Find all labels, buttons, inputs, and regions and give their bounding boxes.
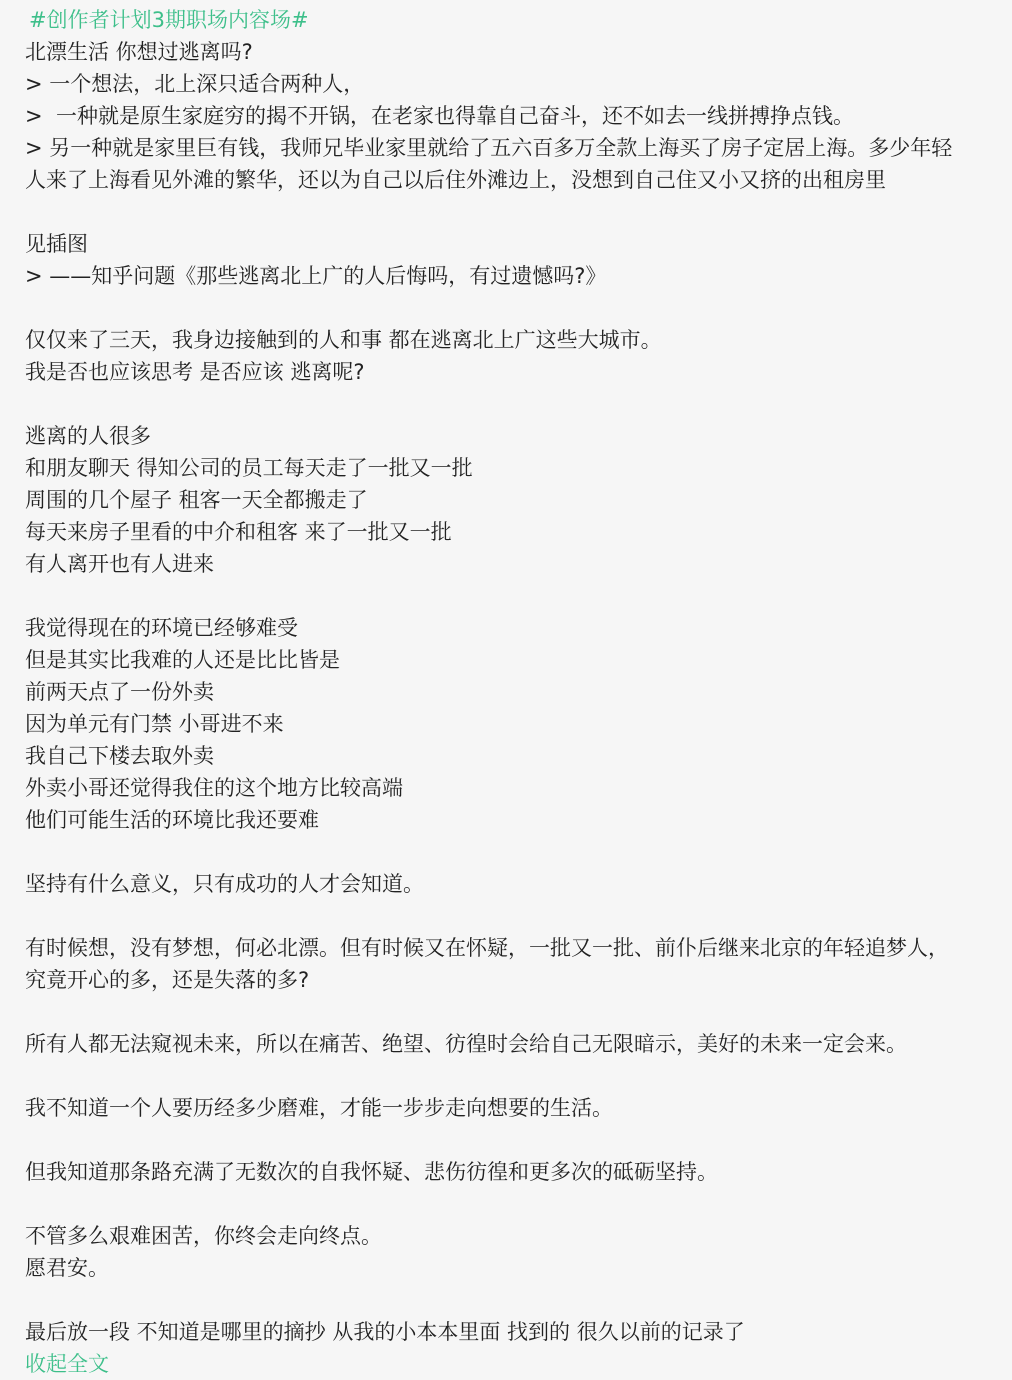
post-text-line: 见插图	[25, 232, 88, 256]
post-text-line: 逃离的人很多	[25, 424, 151, 448]
post-text-line: 我自己下楼去取外卖	[25, 744, 214, 768]
post-text-line: > 一种就是原生家庭穷的揭不开锅，在老家也得靠自己奋斗，还不如去一线拼搏挣点钱。	[25, 104, 854, 128]
post-content	[25, 4, 1010, 1380]
post-text-line: 我是否也应该思考 是否应该 逃离呢?	[25, 360, 365, 384]
post-text-line: 每天来房子里看的中介和租客 来了一批又一批	[25, 520, 452, 544]
post-text-line: > 一个想法，北上深只适合两种人，	[25, 72, 365, 96]
post-text-line: 愿君安。	[25, 1256, 109, 1280]
post-text-line: 有时候想，没有梦想，何必北漂。但有时候又在怀疑，一批又一批、前仆后继来北京的年轻追梦人，	[25, 936, 949, 960]
post-text-line: 前两天点了一份外卖	[25, 680, 214, 704]
post-text-line: 北漂生活 你想过逃离吗?	[25, 40, 253, 64]
paragraph-gap	[25, 1124, 1010, 1156]
paragraph-gap	[25, 388, 1010, 420]
topic-tag-link[interactable]: #创作者计划3期职场内容场#	[29, 8, 309, 32]
post-text-line: 究竟开心的多，还是失落的多?	[25, 968, 310, 992]
paragraph-gap	[25, 1284, 1010, 1316]
paragraph-gap	[25, 1060, 1010, 1092]
post-text-line: 最后放一段 不知道是哪里的摘抄 从我的小本本里面 找到的 很久以前的记录了	[25, 1320, 745, 1344]
post-text-line: > ——知乎问题《那些逃离北上广的人后悔吗，有过遗憾吗?》	[25, 264, 607, 288]
post-text-line: > 另一种就是家里巨有钱，我师兄毕业家里就给了五六百多万全款上海买了房子定居上海。多少年轻	[25, 136, 953, 160]
paragraph-gap	[25, 900, 1010, 932]
post-text-line: 我觉得现在的环境已经够难受	[25, 616, 298, 640]
post-text-line: 他们可能生活的环境比我还要难	[25, 808, 319, 832]
paragraph-gap	[25, 196, 1010, 228]
post-text-line: 因为单元有门禁 小哥进不来	[25, 712, 284, 736]
post-text-line: 我不知道一个人要历经多少磨难，才能一步步走向想要的生活。	[25, 1096, 613, 1120]
post-text-line: 不管多么艰难困苦，你终会走向终点。	[25, 1224, 382, 1248]
post-body	[25, 36, 1010, 1348]
post-text-line: 所有人都无法窥视未来，所以在痛苦、绝望、彷徨时会给自己无限暗示，美好的未来一定会来。	[25, 1032, 907, 1056]
post-text-line: 坚持有什么意义，只有成功的人才会知道。	[25, 872, 424, 896]
post-text-line: 和朋友聊天 得知公司的员工每天走了一批又一批	[25, 456, 473, 480]
post-text-line: 人来了上海看见外滩的繁华，还以为自己以后住外滩边上，没想到自己住又小又挤的出租房里	[25, 168, 886, 192]
paragraph-gap	[25, 580, 1010, 612]
post-text-line: 但是其实比我难的人还是比比皆是	[25, 648, 340, 672]
paragraph-gap	[25, 292, 1010, 324]
post-text-line: 外卖小哥还觉得我住的这个地方比较高端	[25, 776, 403, 800]
collapse-text-link[interactable]: 收起全文	[25, 1352, 109, 1376]
post-text-line: 周围的几个屋子 租客一天全都搬走了	[25, 488, 368, 512]
post-text-line: 有人离开也有人进来	[25, 552, 214, 576]
paragraph-gap	[25, 1188, 1010, 1220]
post-text-line: 但我知道那条路充满了无数次的自我怀疑、悲伤彷徨和更多次的砥砺坚持。	[25, 1160, 718, 1184]
paragraph-gap	[25, 996, 1010, 1028]
post-text-line: 仅仅来了三天，我身边接触到的人和事 都在逃离北上广这些大城市。	[25, 328, 662, 352]
paragraph-gap	[25, 836, 1010, 868]
